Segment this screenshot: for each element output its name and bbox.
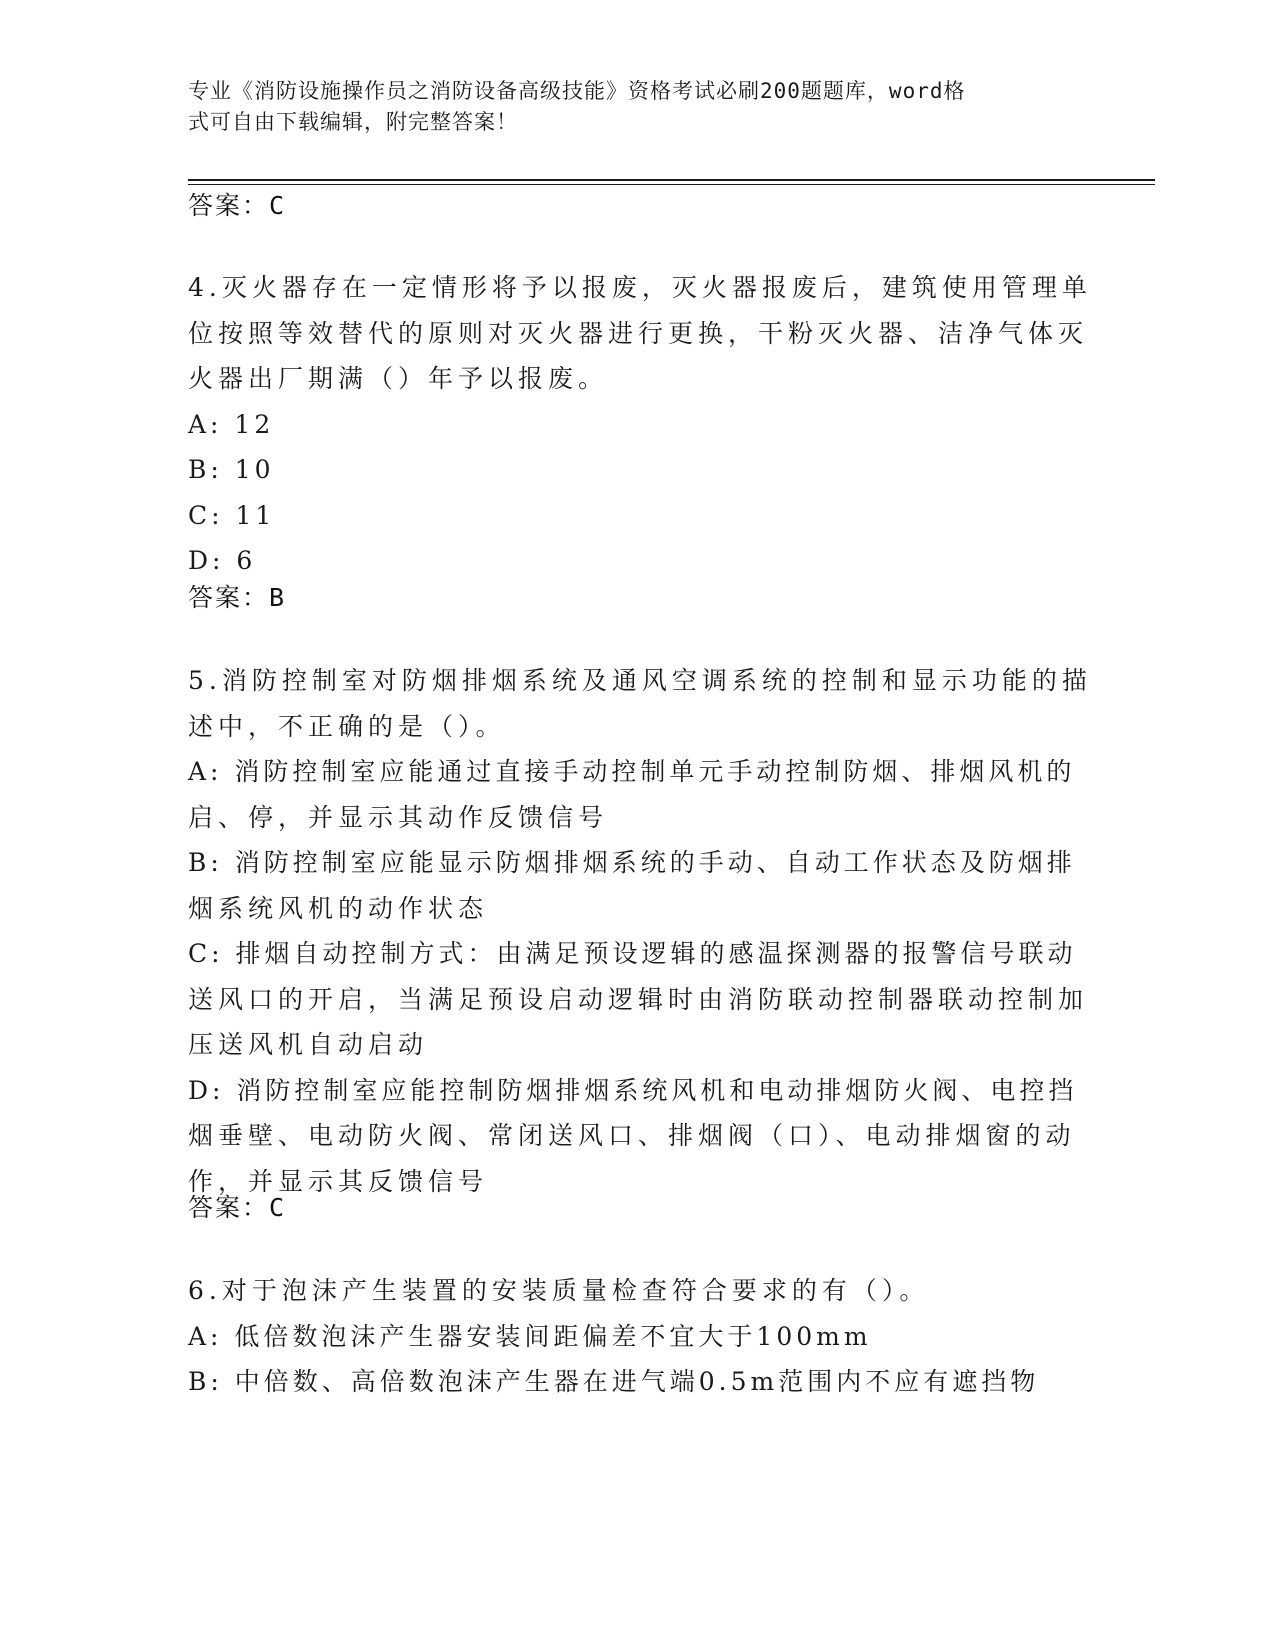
question-5-option-d-line-1: D: 消防控制室应能控制防烟排烟系统风机和电动排烟防火阀、电控挡 [188,1075,1078,1105]
question-5-option-c-line-1: C: 排烟自动控制方式：由满足预设逻辑的感温探测器的报警信号联动 [188,939,1077,968]
header-line-2: 式可自由下载编辑，附完整答案！ [188,110,518,134]
question-5-option-d-line-2: 烟垂壁、电动防火阀、常闭送风口、排烟阀（口）、电动排烟窗的动 [188,1121,1076,1150]
question-4-option-b: B: 10 [188,455,275,484]
question-6-option-a: A: 低倍数泡沫产生器安装间距偏差不宜大于100mm [188,1321,872,1351]
question-5-answer: 答案：C [188,1193,287,1222]
header-line-1: 专业《消防设施操作员之消防设备高级技能》资格考试必刷200题题库，word格 [188,79,966,103]
question-4-option-d: D: 6 [188,546,257,575]
question-5-option-c-line-2: 送风口的开启，当满足预设启动逻辑时由消防联动控制器联动控制加 [188,984,1089,1014]
question-5-option-b-line-1: B: 消防控制室应能显示防烟排烟系统的手动、自动工作状态及防烟排 [188,848,1076,877]
question-5 [188,658,1092,1204]
question-6 [188,1268,1078,1405]
question-5-option-b-line-2: 烟系统风机的动作状态 [188,893,489,923]
question-6-option-b: B: 中倍数、高倍数泡沫产生器在进气端0.5m范围内不应有遮挡物 [188,1367,1040,1396]
question-6-stem-line-1: 6.对于泡沫产生装置的安装质量检查符合要求的有（）。 [188,1276,930,1305]
question-5-option-a-line-2: 启、停，并显示其动作反馈信号 [188,802,609,832]
question-4-option-c: C: 11 [188,500,276,530]
document-header [188,76,1068,138]
question-4 [188,265,1092,584]
question-4-option-a: A: 12 [188,409,275,439]
question-4-answer: 答案：B [188,583,287,612]
question-5-stem-line-1: 5.消防控制室对防烟排烟系统及通风空调系统的控制和显示功能的描 [188,666,1092,695]
question-5-option-a-line-1: A: 消防控制室应能通过直接手动控制单元手动控制防烟、排烟风机的 [188,757,1076,786]
previous-answer: 答案：C [188,191,287,220]
header-divider-thick [188,179,1155,181]
question-5-stem-line-2: 述中，不正确的是（）。 [188,711,506,741]
question-5-option-d-line-3: 作，并显示其反馈信号 [188,1166,489,1196]
header-divider-thin [188,184,1155,185]
question-4-stem-line-1: 4.灭火器存在一定情形将予以报废，灭火器报废后，建筑使用管理单 [188,273,1092,302]
question-5-option-c-line-3: 压送风机自动启动 [188,1030,429,1059]
question-4-stem-line-3: 火器出厂期满（）年予以报废。 [188,364,609,393]
question-4-stem-line-2: 位按照等效替代的原则对灭火器进行更换，干粉灭火器、洁净气体灭 [188,318,1089,348]
